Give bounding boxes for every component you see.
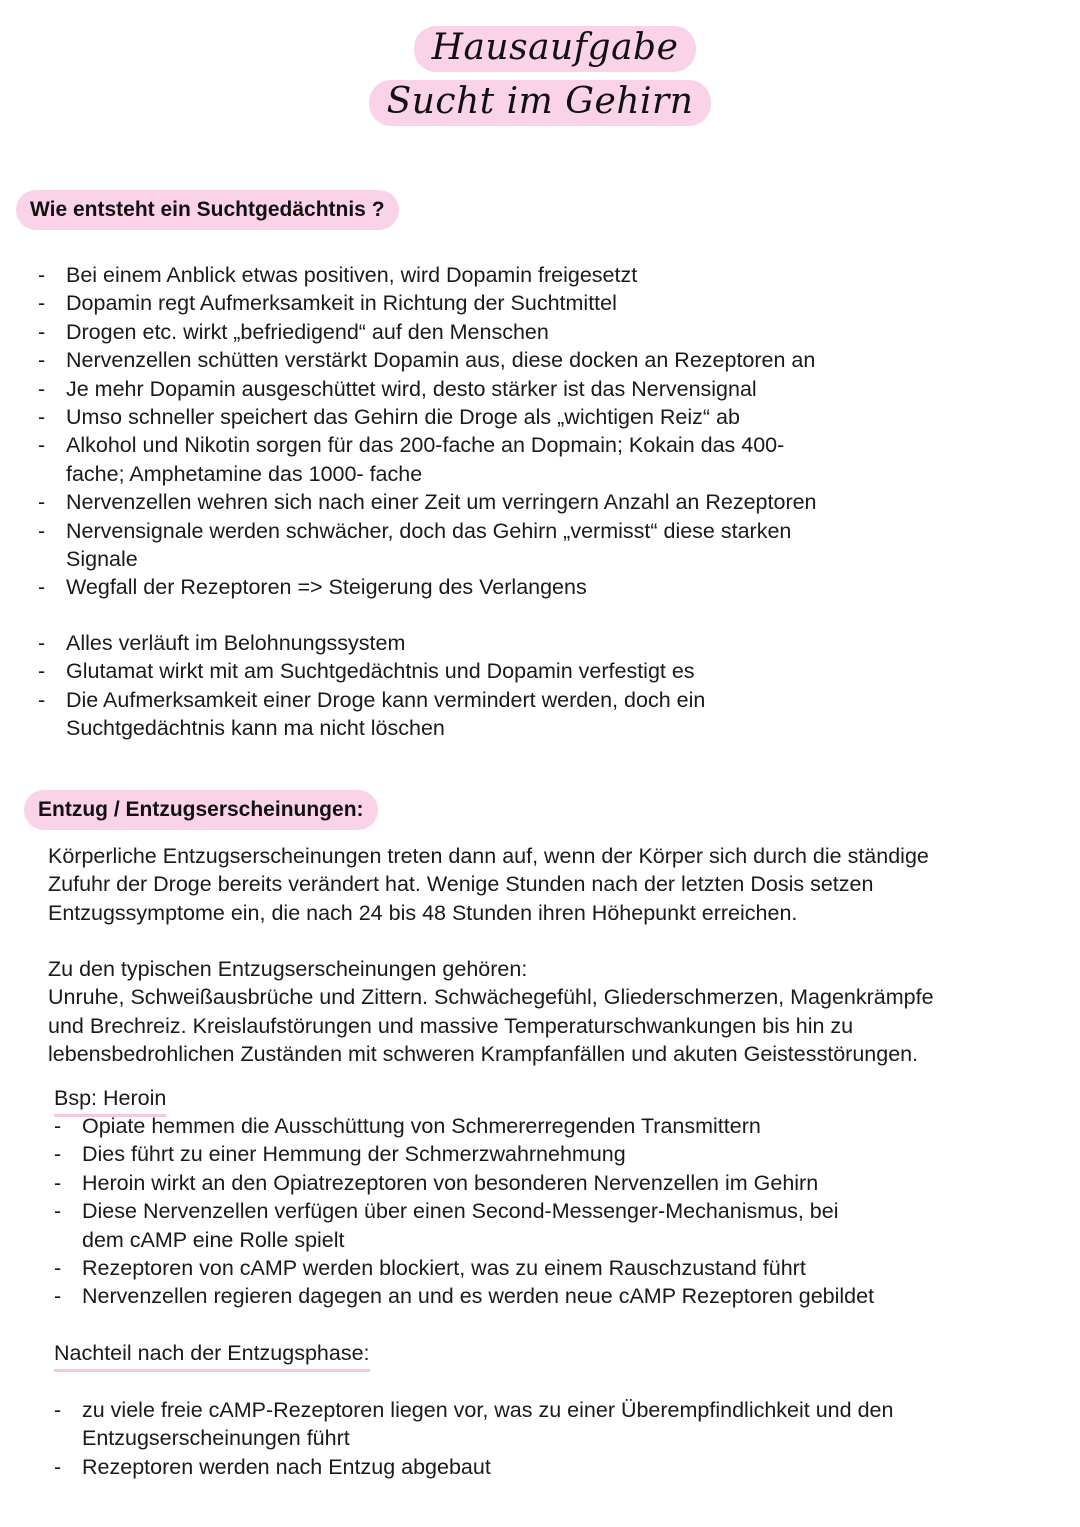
- list-item: - Wegfall der Rezeptoren => Steigerung des Verlangens: [36, 573, 1046, 601]
- paragraph-entzug-symptome: Zu den typischen Entzugserscheinungen gehören: Unruhe, Schweißausbrüche und Zittern. Schwächegefühl, Gliederschmerzen, Magenkrämpfe und Brechreiz. Kreislaufstörungen und massive Temperaturschwankungen bis hin zu lebensbedrohlichen Zuständen mit schweren Krampfanfällen und akuten Geistesstörungen.: [48, 957, 934, 1067]
- section-heading-entzug: Entzug / Entzugserscheinungen:: [24, 790, 378, 830]
- list-item: - Glutamat wirkt mit am Suchtgedächtnis und Dopamin verfestigt es: [36, 657, 1046, 685]
- list-item: - Opiate hemmen die Ausschüttung von Schmererregenden Transmittern: [52, 1112, 1052, 1140]
- list-item: - Alkohol und Nikotin sorgen für das 200-fache an Dopmain; Kokain das 400- fache; Amphetamine das 1000- fache: [36, 431, 1046, 488]
- subheading-nachteil: Nachteil nach der Entzugsphase:: [54, 1339, 370, 1372]
- list-item: - Heroin wirkt an den Opiatrezeptoren von besonderen Nervenzellen im Gehirn: [52, 1169, 1052, 1197]
- paragraph-entzug-intro: Körperliche Entzugserscheinungen treten dann auf, wenn der Körper sich durch die ständige Zufuhr der Droge bereits verändert hat. Wenige Stunden nach der letzten Dosis setzen Entzugssymptome ein, die nach 24 bis 48 Stunden ihren Höhepunkt erreichen.: [48, 844, 929, 925]
- list-item: - Die Aufmerksamkeit einer Droge kann vermindert werden, doch ein Suchtgedächtnis kann ma nicht löschen: [36, 686, 1046, 743]
- list-item: - Dies führt zu einer Hemmung der Schmerzwahrnehmung: [52, 1140, 1052, 1168]
- page-subtitle: Sucht im Gehirn: [369, 80, 712, 126]
- bullet-list-heroin: [52, 1112, 1052, 1311]
- section-heading-suchtgedaechtnis: Wie entsteht ein Suchtgedächtnis ?: [16, 190, 399, 230]
- list-item: - Je mehr Dopamin ausgeschüttet wird, desto stärker ist das Nervensignal: [36, 375, 1046, 403]
- page-title: Hausaufgabe: [414, 26, 697, 72]
- list-item: - zu viele freie cAMP-Rezeptoren liegen vor, was zu einer Überempfindlichkeit und den Entzugserscheinungen führt: [52, 1396, 1052, 1453]
- title-block: [0, 26, 1080, 126]
- list-item: - Diese Nervenzellen verfügen über einen Second-Messenger-Mechanismus, bei dem cAMP eine Rolle spielt: [52, 1197, 1052, 1254]
- subheading-heroin-example: Bsp: Heroin: [54, 1084, 166, 1117]
- list-item: - Dopamin regt Aufmerksamkeit in Richtung der Suchtmittel: [36, 289, 1046, 317]
- bullet-list-suchtgedaechtnis-1: [36, 261, 1046, 602]
- list-item: - Drogen etc. wirkt „befriedigend“ auf den Menschen: [36, 318, 1046, 346]
- list-item: - Nervenzellen wehren sich nach einer Zeit um verringern Anzahl an Rezeptoren: [36, 488, 1046, 516]
- bullet-list-suchtgedaechtnis-2: [36, 629, 1046, 743]
- list-item: - Umso schneller speichert das Gehirn die Droge als „wichtigen Reiz“ ab: [36, 403, 1046, 431]
- list-item: - Alles verläuft im Belohnungssystem: [36, 629, 1046, 657]
- list-item: - Rezeptoren werden nach Entzug abgebaut: [52, 1453, 1052, 1481]
- list-item: - Nervensignale werden schwächer, doch das Gehirn „vermisst“ diese starken Signale: [36, 517, 1046, 574]
- list-item: - Bei einem Anblick etwas positiven, wird Dopamin freigesetzt: [36, 261, 1046, 289]
- list-item: - Nervenzellen schütten verstärkt Dopamin aus, diese docken an Rezeptoren an: [36, 346, 1046, 374]
- list-item: - Rezeptoren von cAMP werden blockiert, was zu einem Rauschzustand führt: [52, 1254, 1052, 1282]
- bullet-list-nachteil: [52, 1396, 1052, 1481]
- list-item: - Nervenzellen regieren dagegen an und es werden neue cAMP Rezeptoren gebildet: [52, 1282, 1052, 1310]
